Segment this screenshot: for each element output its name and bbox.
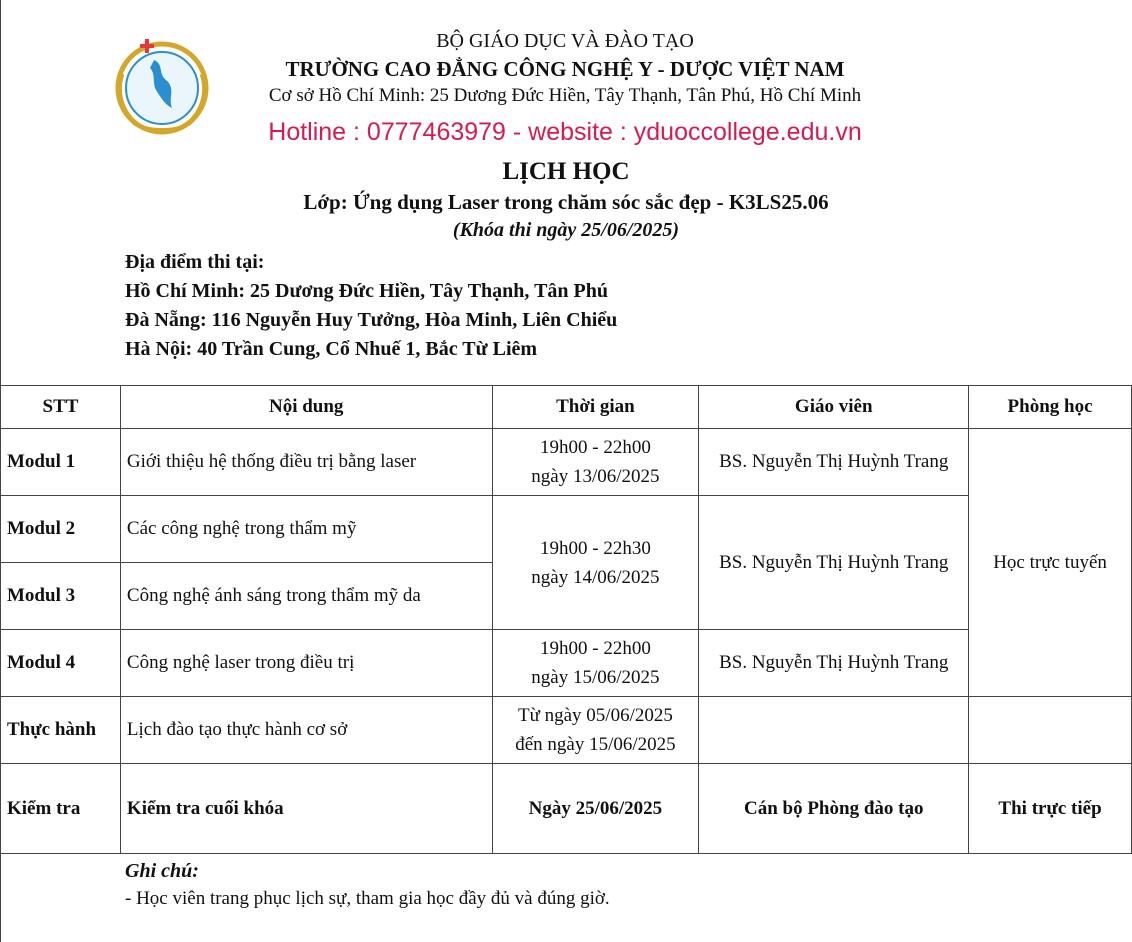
time-range: 19h00 - 22h30 xyxy=(540,537,651,559)
row-room-online: Học trực tuyến xyxy=(969,429,1132,697)
exam-date: (Khóa thi ngày 25/06/2025) xyxy=(452,219,680,241)
row-content: Giới thiệu hệ thống điều trị bằng laser xyxy=(120,429,492,496)
row-time xyxy=(492,496,699,630)
row-teacher: BS. Nguyễn Thị Huỳnh Trang xyxy=(699,630,969,697)
note-title: Ghi chú: xyxy=(125,860,199,882)
time-range: Từ ngày 05/06/2025 xyxy=(517,705,673,726)
time-date: ngày 14/06/2025 xyxy=(531,566,660,588)
time-range: 19h00 - 22h00 xyxy=(540,437,651,458)
schedule-table xyxy=(0,385,1132,854)
location-danang: Đà Nẵng: 116 Nguyễn Huy Tưởng, Hòa Minh, Liên Chiểu xyxy=(125,309,618,331)
row-time: Ngày 25/06/2025 xyxy=(492,764,699,854)
row-stt: Modul 1 xyxy=(1,429,121,496)
table-row xyxy=(1,630,1132,697)
row-stt: Thực hành xyxy=(1,697,121,764)
table-row xyxy=(1,496,1132,563)
header-stt: STT xyxy=(1,386,121,429)
location-heading: Địa điểm thi tại: xyxy=(125,251,265,273)
row-teacher: BS. Nguyễn Thị Huỳnh Trang xyxy=(699,429,969,496)
row-time xyxy=(492,630,699,697)
row-content: Lịch đào tạo thực hành cơ sở xyxy=(120,697,492,764)
row-time xyxy=(492,697,699,764)
table-row xyxy=(1,697,1132,764)
row-teacher xyxy=(699,697,969,764)
ministry-name: BỘ GIÁO DỤC VÀ ĐÀO TẠO xyxy=(436,30,694,52)
header-room: Phòng học xyxy=(969,386,1132,429)
row-content: Các công nghệ trong thẩm mỹ xyxy=(120,496,492,563)
school-logo-icon xyxy=(106,34,218,142)
time-date: đến ngày 15/06/2025 xyxy=(515,734,676,755)
row-content: Công nghệ ánh sáng trong thẩm mỹ da xyxy=(120,563,492,630)
row-stt: Modul 2 xyxy=(1,496,121,563)
time-date: ngày 15/06/2025 xyxy=(531,667,660,688)
row-teacher: BS. Nguyễn Thị Huỳnh Trang xyxy=(699,496,969,630)
table-row xyxy=(1,764,1132,854)
class-name: Lớp: Ứng dụng Laser trong chăm sóc sắc đẹp - K3LS25.06 xyxy=(303,190,829,214)
header-time: Thời gian xyxy=(492,386,699,429)
row-content: Kiểm tra cuối khóa xyxy=(120,764,492,854)
location-hcm: Hồ Chí Minh: 25 Dương Đức Hiền, Tây Thạnh, Tân Phú xyxy=(125,280,608,302)
table-header-row xyxy=(1,386,1132,429)
row-content: Công nghệ laser trong điều trị xyxy=(120,630,492,697)
row-stt: Modul 4 xyxy=(1,630,121,697)
row-stt: Kiểm tra xyxy=(1,764,121,854)
header-content: Nội dung xyxy=(120,386,492,429)
row-teacher: Cán bộ Phòng đào tạo xyxy=(699,764,969,854)
row-room: Thi trực tiếp xyxy=(969,764,1132,854)
location-hanoi: Hà Nội: 40 Trần Cung, Cổ Nhuế 1, Bắc Từ Liêm xyxy=(125,338,538,360)
row-stt: Modul 3 xyxy=(1,563,121,630)
time-date: ngày 13/06/2025 xyxy=(531,466,660,487)
table-row xyxy=(1,429,1132,496)
school-name: TRƯỜNG CAO ĐẲNG CÔNG NGHỆ Y - DƯỢC VIỆT NAM xyxy=(285,57,845,81)
hotline-text: Hotline : 0777463979 - website : yduoccollege.edu.vn xyxy=(268,118,862,146)
time-range: 19h00 - 22h00 xyxy=(540,638,651,659)
header-teacher: Giáo viên xyxy=(699,386,969,429)
campus-address: Cơ sở Hồ Chí Minh: 25 Dương Đức Hiền, Tây Thạnh, Tân Phú, Hồ Chí Minh xyxy=(268,85,862,106)
page-title: LỊCH HỌC xyxy=(502,158,630,185)
note-text: - Học viên trang phục lịch sự, tham gia học đầy đủ và đúng giờ. xyxy=(125,888,610,909)
row-time xyxy=(492,429,699,496)
row-room xyxy=(969,697,1132,764)
